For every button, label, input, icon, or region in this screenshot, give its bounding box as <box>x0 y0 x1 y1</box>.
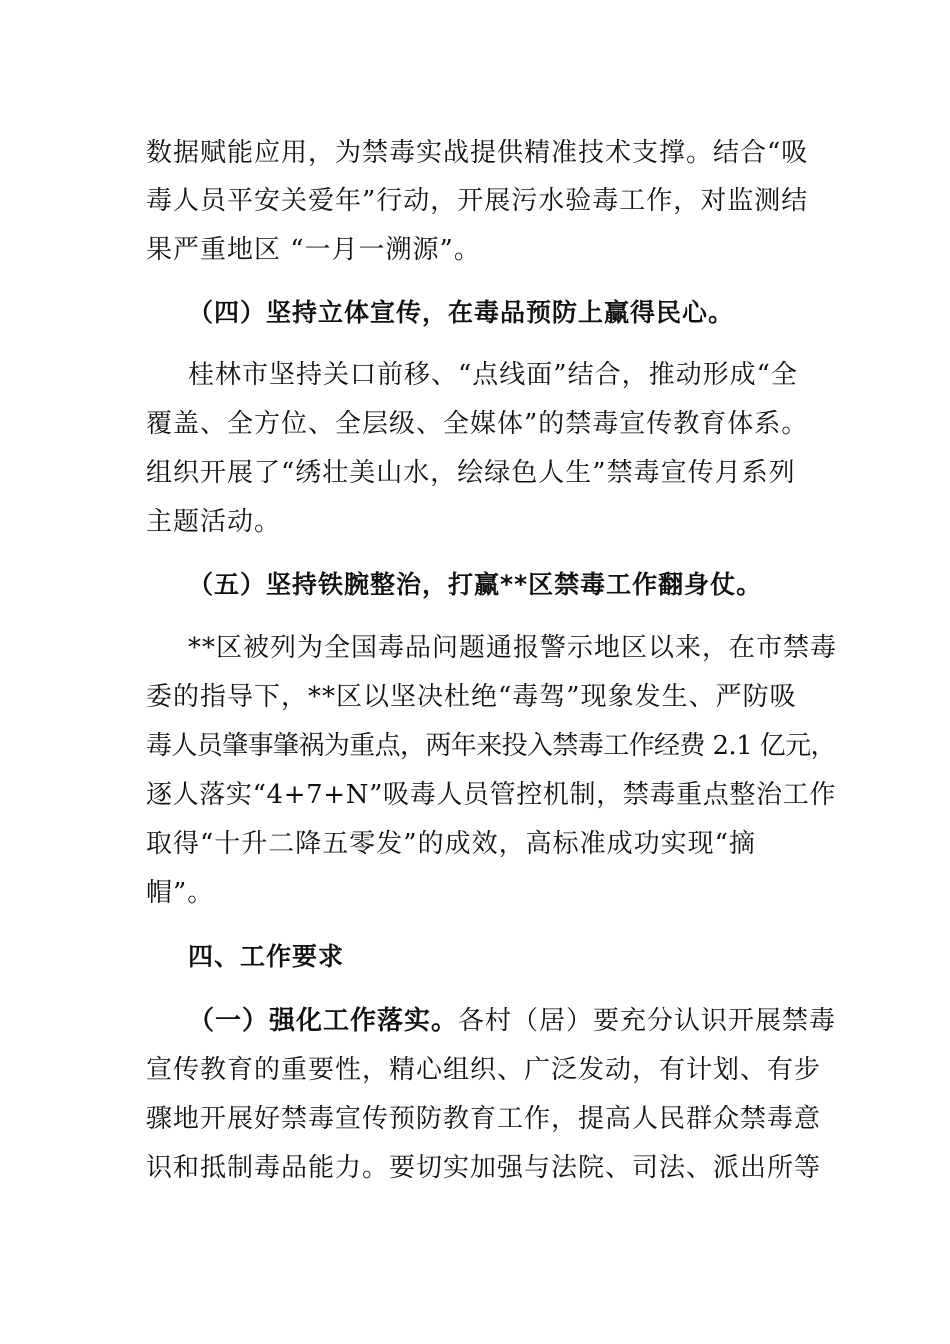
paragraph-line: 委的指导下，**区以坚决杜绝“毒驾”现象发生、严防吸 <box>146 682 797 712</box>
section-heading: （五）坚持铁腕整治，打赢**区禁毒工作翻身仗。 <box>188 570 763 599</box>
paragraph-line: 覆盖、全方位、全层级、全媒体”的禁毒宣传教育体系。 <box>146 409 809 439</box>
bold-lead: （一）强化工作落实。 <box>188 1006 459 1036</box>
paragraph-line: 取得“十升二降五零发”的成效，高标准成功实现“摘 <box>146 829 756 859</box>
paragraph-text: 各村（居）要充分认识开展禁毒 <box>458 1006 837 1036</box>
paragraph-line: 宣传教育的重要性，精心组织、广泛发动，有计划、有步 <box>146 1055 822 1085</box>
paragraph-line: 识和抵制毒品能力。要切实加强与法院、司法、派出所等 <box>146 1153 822 1183</box>
paragraph-line: 逐人落实“4+7+N”吸毒人员管控机制，禁毒重点整治工作 <box>146 780 836 810</box>
paragraph-line <box>188 1004 868 1038</box>
paragraph-line: 骤地开展好禁毒宣传预防教育工作，提高人民群众禁毒意 <box>146 1104 822 1134</box>
paragraph-line: 桂林市坚持关口前移、“点线面”结合，推动形成“全 <box>188 360 798 390</box>
section-heading: （四）坚持立体宣传，在毒品预防上赢得民心。 <box>188 298 735 327</box>
paragraph-line: 组织开展了“绣壮美山水，绘绿色人生”禁毒宣传月系列 <box>146 458 796 488</box>
paragraph-line: 果严重地区 “一月一溯源”。 <box>146 235 481 265</box>
paragraph-line: 帽”。 <box>146 878 215 908</box>
paragraph-line: **区被列为全国毒品问题通报警示地区以来，在市禁毒 <box>188 633 838 663</box>
paragraph-line: 数据赋能应用，为禁毒实战提供精准技术支撑。结合“吸 <box>146 138 809 168</box>
paragraph-line: 毒人员平安关爱年”行动，开展污水验毒工作，对监测结 <box>146 186 809 216</box>
paragraph-line: 毒人员肇事肇祸为重点，两年来投入禁毒工作经费 2.1 亿元， <box>146 731 836 761</box>
chapter-heading: 四、工作要求 <box>188 942 345 971</box>
paragraph-line: 主题活动。 <box>146 507 282 537</box>
